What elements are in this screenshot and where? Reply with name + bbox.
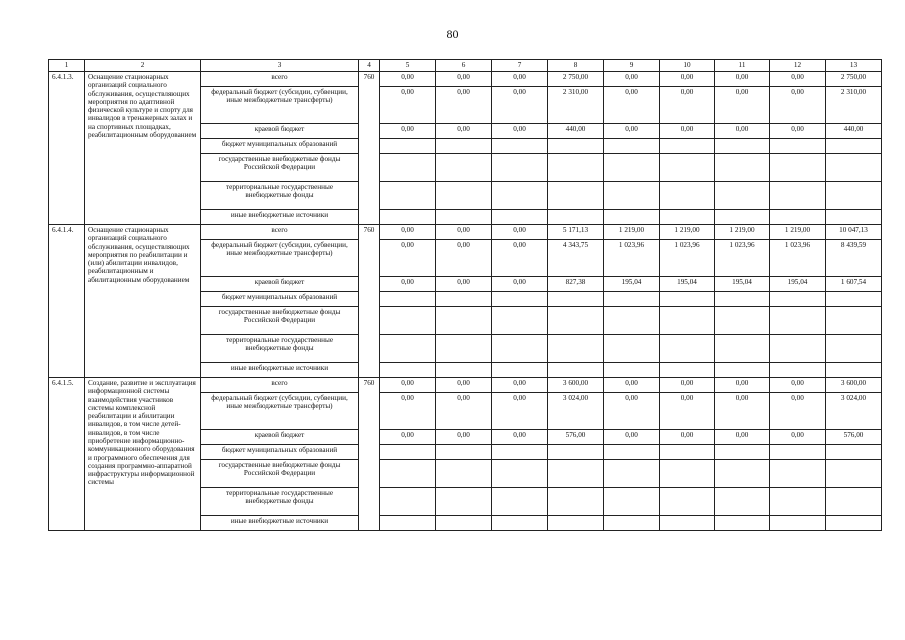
funding-source: территориальные государственные внебюджетные фонды — [201, 488, 359, 516]
value-cell — [660, 139, 715, 154]
funding-source: иные внебюджетные источники — [201, 516, 359, 531]
value-cell: 195,04 — [715, 277, 770, 292]
value-cell: 1 219,00 — [660, 225, 715, 240]
value-cell: 0,00 — [660, 87, 715, 124]
value-cell — [380, 516, 436, 531]
value-cell — [436, 182, 492, 210]
value-cell: 195,04 — [770, 277, 826, 292]
value-cell — [548, 210, 604, 225]
section-code: 6.4.1.4. — [49, 225, 85, 378]
value-cell — [548, 182, 604, 210]
value-cell: 0,00 — [604, 124, 660, 139]
value-cell: 0,00 — [715, 87, 770, 124]
value-cell: 0,00 — [436, 225, 492, 240]
value-cell: 1 023,96 — [770, 240, 826, 277]
value-cell — [604, 210, 660, 225]
funding-source: государственные внебюджетные фонды Российской Федерации — [201, 154, 359, 182]
funding-source: бюджет муниципальных образований — [201, 445, 359, 460]
value-cell — [770, 516, 826, 531]
value-cell — [715, 488, 770, 516]
value-cell — [826, 445, 882, 460]
page-number: 80 — [446, 27, 459, 41]
value-cell: 0,00 — [436, 277, 492, 292]
value-cell — [604, 363, 660, 378]
value-cell — [436, 516, 492, 531]
section-name: Создание, развитие и эксплуатация информационной системы взаимодействия участников системы комплексной реабилитации и абилитации инвалидов, в том числе детей-инвалидов, в том числе приобретение информационно-коммуникационного оборудования и программного обеспечения для создания программно-аппаратной инфраструктуры информационной системы — [85, 378, 201, 531]
value-cell — [715, 445, 770, 460]
section-code: 6.4.1.3. — [49, 72, 85, 225]
value-cell: 0,00 — [660, 430, 715, 445]
value-cell: 0,00 — [436, 393, 492, 430]
value-cell: 0,00 — [604, 430, 660, 445]
value-cell — [436, 460, 492, 488]
value-cell — [826, 460, 882, 488]
section-name: Оснащение стационарных организаций социального обслуживания, осуществляющих мероприятия по реабилитации и (или) абилитации инвалидов, реабилитационным и абилитационным оборудованием — [85, 225, 201, 378]
value-cell — [436, 292, 492, 307]
value-cell: 0,00 — [770, 87, 826, 124]
value-cell: 3 600,00 — [548, 378, 604, 393]
funding-source: федеральный бюджет (субсидии, субвенции, иные межбюджетные трансферты) — [201, 240, 359, 277]
funding-source: иные внебюджетные источники — [201, 363, 359, 378]
value-cell — [436, 307, 492, 335]
funding-source: бюджет муниципальных образований — [201, 139, 359, 154]
value-cell — [660, 460, 715, 488]
value-cell: 440,00 — [826, 124, 882, 139]
value-cell: 0,00 — [492, 240, 548, 277]
value-cell: 0,00 — [660, 72, 715, 87]
funding-source: всего — [201, 225, 359, 240]
value-cell — [715, 363, 770, 378]
table-row — [49, 72, 882, 87]
value-cell: 0,00 — [492, 225, 548, 240]
value-cell — [770, 210, 826, 225]
value-cell: 2 750,00 — [826, 72, 882, 87]
value-cell — [826, 363, 882, 378]
value-cell — [826, 139, 882, 154]
column-header: 7 — [492, 60, 548, 72]
header-row — [49, 60, 882, 72]
value-cell: 0,00 — [380, 87, 436, 124]
value-cell: 0,00 — [380, 430, 436, 445]
value-cell — [380, 460, 436, 488]
value-cell — [492, 488, 548, 516]
value-cell — [492, 335, 548, 363]
value-cell — [715, 307, 770, 335]
value-cell — [380, 335, 436, 363]
value-cell: 0,00 — [715, 393, 770, 430]
value-cell: 1 023,96 — [604, 240, 660, 277]
value-cell — [548, 363, 604, 378]
column-4-value: 760 — [359, 225, 380, 378]
value-cell — [826, 210, 882, 225]
value-cell: 3 600,00 — [826, 378, 882, 393]
section-name: Оснащение стационарных организаций социального обслуживания, осуществляющих мероприятия по адаптивной физической культуре и спорту для инвалидов в тренажерных залах и на спортивных площадках, реабилитационным оборудованием — [85, 72, 201, 225]
value-cell — [548, 516, 604, 531]
value-cell: 0,00 — [436, 124, 492, 139]
value-cell — [770, 139, 826, 154]
value-cell: 0,00 — [492, 378, 548, 393]
value-cell — [436, 154, 492, 182]
value-cell — [770, 488, 826, 516]
value-cell: 827,38 — [548, 277, 604, 292]
value-cell — [380, 307, 436, 335]
value-cell — [715, 292, 770, 307]
value-cell: 0,00 — [770, 124, 826, 139]
value-cell: 195,04 — [604, 277, 660, 292]
value-cell — [604, 154, 660, 182]
value-cell: 195,04 — [660, 277, 715, 292]
column-header: 12 — [770, 60, 826, 72]
value-cell — [770, 363, 826, 378]
value-cell — [380, 488, 436, 516]
value-cell: 0,00 — [380, 225, 436, 240]
value-cell — [548, 139, 604, 154]
value-cell — [492, 292, 548, 307]
value-cell — [660, 292, 715, 307]
value-cell — [604, 335, 660, 363]
value-cell — [436, 445, 492, 460]
value-cell — [380, 210, 436, 225]
funding-source: краевой бюджет — [201, 277, 359, 292]
table-row — [49, 378, 882, 393]
value-cell: 0,00 — [380, 72, 436, 87]
funding-source: краевой бюджет — [201, 124, 359, 139]
value-cell — [770, 182, 826, 210]
value-cell: 3 024,00 — [548, 393, 604, 430]
value-cell: 0,00 — [436, 72, 492, 87]
value-cell — [380, 292, 436, 307]
column-header: 8 — [548, 60, 604, 72]
value-cell: 0,00 — [604, 378, 660, 393]
value-cell — [492, 307, 548, 335]
value-cell — [380, 139, 436, 154]
value-cell: 0,00 — [770, 72, 826, 87]
value-cell: 0,00 — [492, 277, 548, 292]
value-cell — [492, 139, 548, 154]
value-cell — [826, 307, 882, 335]
value-cell — [715, 460, 770, 488]
value-cell: 0,00 — [436, 430, 492, 445]
value-cell — [604, 182, 660, 210]
value-cell: 0,00 — [492, 430, 548, 445]
value-cell: 1 219,00 — [770, 225, 826, 240]
value-cell — [604, 445, 660, 460]
value-cell: 0,00 — [770, 430, 826, 445]
value-cell: 5 171,13 — [548, 225, 604, 240]
value-cell: 0,00 — [715, 430, 770, 445]
value-cell: 0,00 — [770, 378, 826, 393]
value-cell: 576,00 — [826, 430, 882, 445]
value-cell — [380, 445, 436, 460]
value-cell — [826, 488, 882, 516]
value-cell — [826, 182, 882, 210]
value-cell — [660, 445, 715, 460]
value-cell — [715, 139, 770, 154]
value-cell: 0,00 — [715, 72, 770, 87]
value-cell: 2 750,00 — [548, 72, 604, 87]
value-cell: 0,00 — [380, 378, 436, 393]
value-cell — [604, 488, 660, 516]
value-cell — [660, 210, 715, 225]
column-header: 10 — [660, 60, 715, 72]
funding-source: бюджет муниципальных образований — [201, 292, 359, 307]
value-cell — [660, 363, 715, 378]
funding-source: территориальные государственные внебюджетные фонды — [201, 335, 359, 363]
column-header: 3 — [201, 60, 359, 72]
value-cell — [436, 335, 492, 363]
value-cell — [604, 292, 660, 307]
value-cell: 0,00 — [770, 393, 826, 430]
funding-source: краевой бюджет — [201, 430, 359, 445]
value-cell: 0,00 — [436, 87, 492, 124]
column-header: 6 — [436, 60, 492, 72]
value-cell: 440,00 — [548, 124, 604, 139]
value-cell: 1 023,96 — [660, 240, 715, 277]
value-cell: 0,00 — [715, 124, 770, 139]
value-cell: 10 047,13 — [826, 225, 882, 240]
value-cell — [492, 154, 548, 182]
value-cell: 0,00 — [660, 393, 715, 430]
value-cell — [715, 335, 770, 363]
funding-source: территориальные государственные внебюджетные фонды — [201, 182, 359, 210]
table-body — [49, 72, 882, 531]
value-cell: 0,00 — [380, 277, 436, 292]
column-4-value: 760 — [359, 378, 380, 531]
value-cell — [604, 516, 660, 531]
value-cell: 0,00 — [492, 124, 548, 139]
column-header: 9 — [604, 60, 660, 72]
value-cell: 0,00 — [380, 124, 436, 139]
value-cell — [548, 488, 604, 516]
value-cell — [770, 307, 826, 335]
value-cell: 8 439,59 — [826, 240, 882, 277]
value-cell: 576,00 — [548, 430, 604, 445]
value-cell — [770, 154, 826, 182]
value-cell: 0,00 — [492, 393, 548, 430]
value-cell — [436, 139, 492, 154]
value-cell — [826, 335, 882, 363]
value-cell: 0,00 — [492, 87, 548, 124]
funding-source: всего — [201, 72, 359, 87]
value-cell — [548, 307, 604, 335]
value-cell: 0,00 — [715, 378, 770, 393]
value-cell: 0,00 — [604, 87, 660, 124]
column-header: 11 — [715, 60, 770, 72]
section-code: 6.4.1.5. — [49, 378, 85, 531]
value-cell — [492, 460, 548, 488]
column-header: 1 — [49, 60, 85, 72]
column-header: 2 — [85, 60, 201, 72]
funding-source: государственные внебюджетные фонды Российской Федерации — [201, 460, 359, 488]
value-cell: 0,00 — [380, 393, 436, 430]
value-cell — [715, 154, 770, 182]
value-cell — [715, 516, 770, 531]
value-cell: 4 343,75 — [548, 240, 604, 277]
value-cell — [548, 154, 604, 182]
value-cell — [826, 154, 882, 182]
table-row — [49, 225, 882, 240]
value-cell — [604, 139, 660, 154]
funding-source: государственные внебюджетные фонды Российской Федерации — [201, 307, 359, 335]
value-cell — [660, 154, 715, 182]
value-cell — [660, 516, 715, 531]
value-cell — [715, 182, 770, 210]
value-cell — [770, 292, 826, 307]
value-cell: 0,00 — [660, 124, 715, 139]
value-cell — [826, 292, 882, 307]
value-cell — [604, 307, 660, 335]
value-cell: 1 023,96 — [715, 240, 770, 277]
value-cell — [715, 210, 770, 225]
value-cell: 3 024,00 — [826, 393, 882, 430]
funding-source: всего — [201, 378, 359, 393]
value-cell — [436, 363, 492, 378]
value-cell — [770, 335, 826, 363]
value-cell — [380, 363, 436, 378]
column-header: 4 — [359, 60, 380, 72]
column-4-value: 760 — [359, 72, 380, 225]
value-cell: 0,00 — [660, 378, 715, 393]
value-cell — [380, 154, 436, 182]
value-cell — [492, 210, 548, 225]
value-cell: 2 310,00 — [826, 87, 882, 124]
value-cell — [660, 182, 715, 210]
value-cell — [436, 488, 492, 516]
value-cell — [548, 460, 604, 488]
value-cell — [380, 182, 436, 210]
funding-source: федеральный бюджет (субсидии, субвенции, иные межбюджетные трансферты) — [201, 393, 359, 430]
value-cell: 0,00 — [604, 72, 660, 87]
value-cell: 1 219,00 — [604, 225, 660, 240]
value-cell — [604, 460, 660, 488]
value-cell — [660, 488, 715, 516]
value-cell — [660, 335, 715, 363]
budget-table — [48, 59, 882, 531]
value-cell — [826, 516, 882, 531]
funding-source: федеральный бюджет (субсидии, субвенции, иные межбюджетные трансферты) — [201, 87, 359, 124]
value-cell — [548, 335, 604, 363]
value-cell — [770, 460, 826, 488]
value-cell: 0,00 — [436, 240, 492, 277]
value-cell: 2 310,00 — [548, 87, 604, 124]
column-header: 5 — [380, 60, 436, 72]
value-cell: 0,00 — [604, 393, 660, 430]
value-cell: 1 219,00 — [715, 225, 770, 240]
value-cell — [492, 363, 548, 378]
value-cell — [492, 182, 548, 210]
funding-source: иные внебюджетные источники — [201, 210, 359, 225]
value-cell — [660, 307, 715, 335]
value-cell: 0,00 — [380, 240, 436, 277]
value-cell — [492, 445, 548, 460]
value-cell — [548, 292, 604, 307]
value-cell: 0,00 — [436, 378, 492, 393]
column-header: 13 — [826, 60, 882, 72]
value-cell — [492, 516, 548, 531]
value-cell — [436, 210, 492, 225]
value-cell: 0,00 — [492, 72, 548, 87]
value-cell: 1 607,54 — [826, 277, 882, 292]
value-cell — [548, 445, 604, 460]
value-cell — [770, 445, 826, 460]
